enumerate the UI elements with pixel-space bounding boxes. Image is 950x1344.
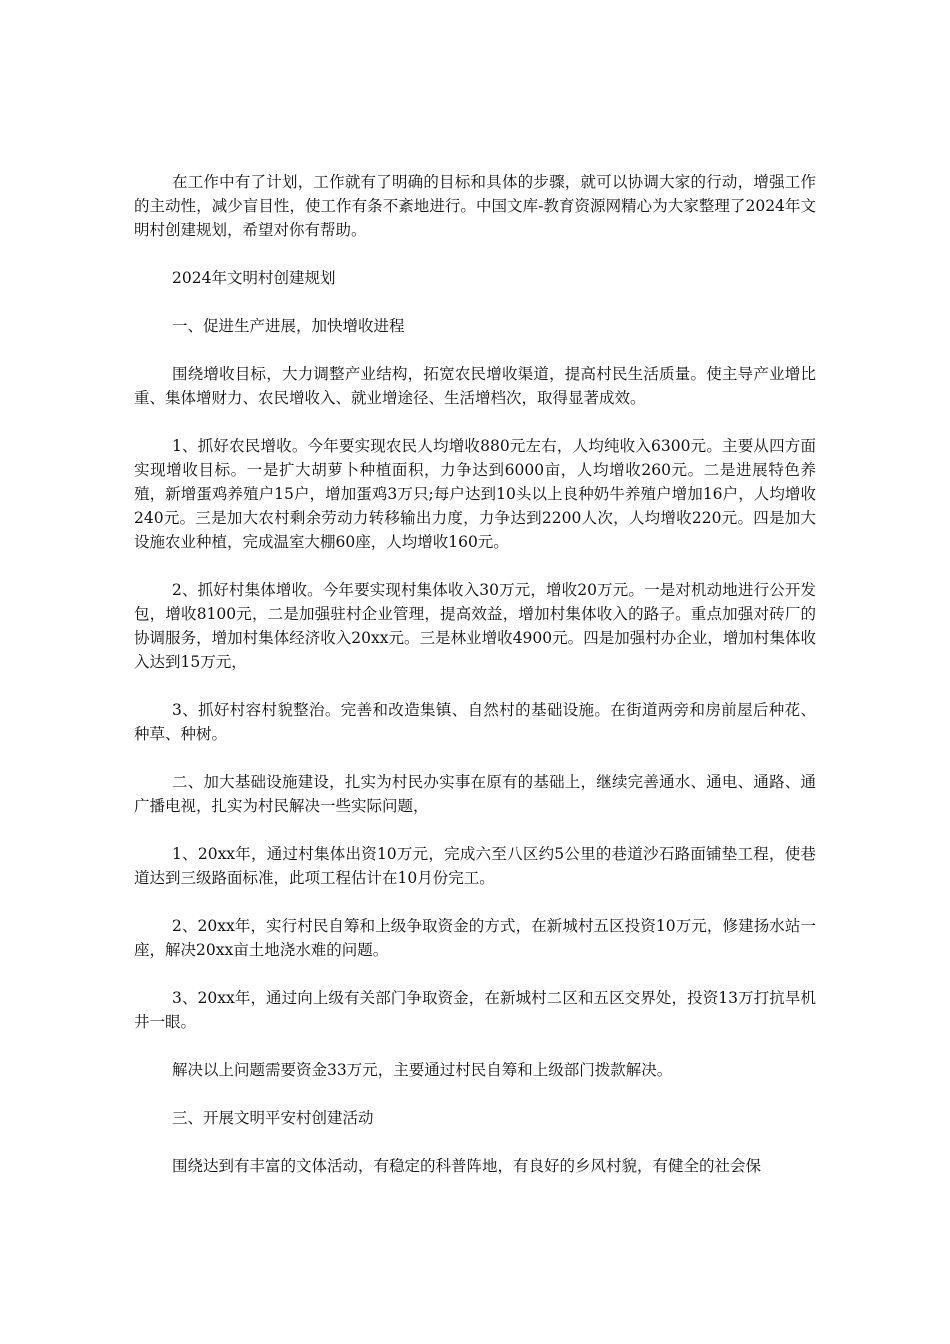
document-title: 2024年文明村创建规划 (172, 269, 336, 287)
list-item-1-1: 1、抓好农民增收。今年要实现农民人均增收880元左右，人均纯收入6300元。主要从四方面实现增收目标。一是扩大胡萝卜种植面积，力争达到6000亩，人均增收260元。二是进展特色养殖，新增蛋鸡养殖户15户，增加蛋鸡3万只;每户达到10头以上良种奶牛养殖户增加16户，人均增收240元。三是加大农村剩余劳动力转移输出力度，力争达到2200人次，人均增收220元。四是加大设施农业种植，完成温室大棚60座，人均增收160元。 (134, 437, 816, 551)
section-heading-3: 三、开展文明平安村创建活动 (172, 1109, 374, 1127)
document-page (134, 170, 816, 1202)
list-item-2-3: 3、20xx年，通过向上级有关部门争取资金，在新城村二区和五区交界处，投资13万打抗旱机井一眼。 (134, 989, 816, 1031)
list-item-2-2: 2、20xx年，实行村民自筹和上级争取资金的方式，在新城村五区投资10万元，修建扬水站一座，解决20xx亩土地浇水难的问题。 (134, 917, 816, 959)
intro-paragraph: 在工作中有了计划，工作就有了明确的目标和具体的步骤，就可以协调大家的行动，增强工作的主动性，减少盲目性，使工作有条不紊地进行。中国文库-教育资源网精心为大家整理了2024年文明村创建规划，希望对你有帮助。 (134, 173, 816, 239)
section-heading-1: 一、促进生产进展，加快增收进程 (172, 317, 405, 335)
list-item-1-2: 2、抓好村集体增收。今年要实现村集体收入30万元，增收20万元。一是对机动地进行公开发包，增收8100元，二是加强驻村企业管理，提高效益，增加村集体收入的路子。重点加强对砖厂的协调服务，增加村集体经济收入20xx元。三是林业增收4900元。四是加强村办企业，增加村集体收入达到15万元， (134, 581, 816, 671)
body-paragraph: 解决以上问题需要资金33万元，主要通过村民自筹和上级部门拨款解决。 (172, 1061, 673, 1079)
body-paragraph: 围绕增收目标，大力调整产业结构，拓宽农民增收渠道，提高村民生活质量。使主导产业增比重、集体增财力、农民增收入、就业增途径、生活增档次，取得显著成效。 (134, 365, 816, 407)
body-paragraph: 围绕达到有丰富的文体活动，有稳定的科普阵地，有良好的乡风村貌，有健全的社会保 (172, 1157, 762, 1175)
section-heading-2: 二、加大基础设施建设，扎实为村民办实事在原有的基础上，继续完善通水、通电、通路、通广播电视，扎实为村民解决一些实际问题， (134, 773, 816, 815)
list-item-2-1: 1、20xx年，通过村集体出资10万元，完成六至八区约5公里的巷道沙石路面铺垫工程，使巷道达到三级路面标准，此项工程估计在10月份完工。 (134, 845, 816, 887)
list-item-1-3: 3、抓好村容村貌整治。完善和改造集镇、自然村的基础设施。在街道两旁和房前屋后种花、种草、种树。 (134, 701, 816, 743)
